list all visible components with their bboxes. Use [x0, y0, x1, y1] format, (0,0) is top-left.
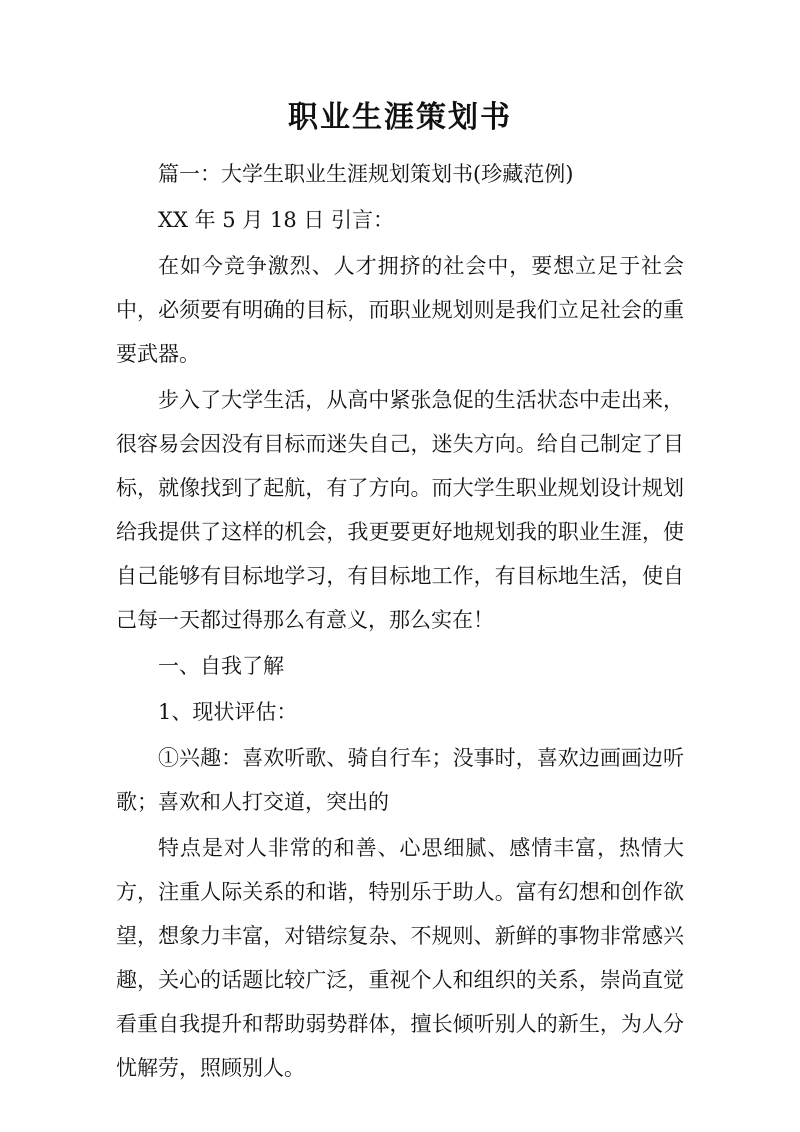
- college-life-paragraph: 步入了大学生活，从高中紧张急促的生活状态中走出来，很容易会因没有目标而迷失自己，迷失方向。给自己制定了目标，就像找到了起航，有了方向。而大学生职业规划设计规划给我提供了这样的机会，我更要更好地规划我的职业生涯，使自己能够有目标地学习，有目标地工作，有目标地生活，使自己每一天都过得那么有意义，那么实在！: [116, 388, 684, 632]
- document-title: 职业生涯策划书: [288, 100, 512, 135]
- interest-paragraph: ①兴趣：喜欢听歌、骑自行车；没事时，喜欢边画画边听歌；喜欢和人打交道，突出的: [116, 746, 684, 814]
- document-body: [116, 152, 684, 1090]
- intro-paragraph: 在如今竞争激烈、人才拥挤的社会中，要想立足于社会中，必须要有明确的目标，而职业规划则是我们立足社会的重要武器。: [116, 254, 684, 366]
- section-heading: 一、自我了解: [158, 654, 284, 678]
- subsection-heading: 1、现状评估：: [158, 700, 298, 724]
- traits-paragraph: 特点是对人非常的和善、心思细腻、感情丰富，热情大方，注重人际关系的和谐，特别乐于助人。富有幻想和创作欲望，想象力丰富，对错综复杂、不规则、新鲜的事物非常感兴趣，关心的话题比较广泛，重视个人和组织的关系，崇尚直觉看重自我提升和帮助弱势群体，擅长倾听别人的新生，为人分忧解劳，照顾别人。: [116, 836, 684, 1080]
- date-intro-line: XX 年 5 月 18 日 引言：: [158, 208, 395, 232]
- subtitle-line: 篇一：大学生职业生涯规划策划书(珍藏范例): [158, 162, 574, 186]
